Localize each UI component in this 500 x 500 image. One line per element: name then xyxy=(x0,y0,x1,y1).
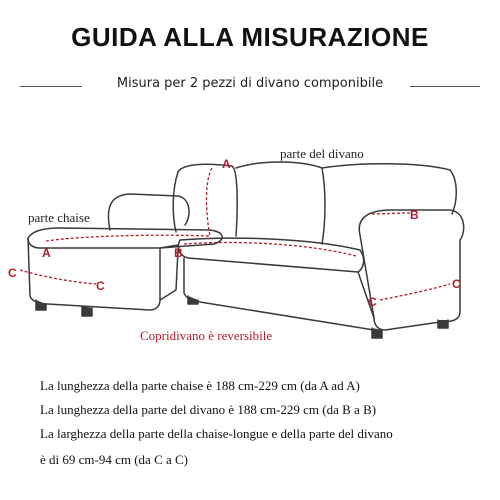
label-sofa-part: parte del divano xyxy=(280,146,364,161)
sofa-front xyxy=(184,258,374,330)
page-title: GUIDA ALLA MISURAZIONE xyxy=(71,22,429,52)
left-armrest xyxy=(108,194,189,230)
right-armrest xyxy=(359,210,463,330)
chaise-foot xyxy=(82,306,92,316)
measure-line-a-back xyxy=(206,168,212,236)
description-line: La larghezza della parte della chaise-longue e della parte del divano xyxy=(40,426,393,441)
measurement-lines xyxy=(20,168,450,300)
subtitle: Misura per 2 pezzi di divano componibile xyxy=(116,76,384,91)
marker-b-left: B xyxy=(174,246,183,260)
chaise-seat xyxy=(28,228,222,248)
measure-line-b xyxy=(184,213,410,256)
marker-c-chaise-left: C xyxy=(8,266,17,280)
marker-a-chaise: A xyxy=(42,246,51,260)
description-line: La lunghezza della parte chaise è 188 cm-229 cm (da A ad A) xyxy=(40,378,360,393)
marker-c-chaise-right: C xyxy=(96,279,105,293)
chaise-foot xyxy=(36,300,46,310)
marker-c-sofa-left: C xyxy=(368,295,377,309)
divider-right xyxy=(410,86,480,87)
sofa-foot xyxy=(188,296,198,304)
marker-b-right: B xyxy=(410,208,419,222)
back-cushion-right xyxy=(322,164,456,214)
sofa-measurement-diagram xyxy=(0,130,500,355)
label-reversible: Copridivano è reversibile xyxy=(140,328,273,343)
measurement-markers xyxy=(8,157,461,309)
label-chaise-part: parte chaise xyxy=(28,210,90,225)
marker-c-sofa-right: C xyxy=(452,277,461,291)
back-cushion-middle xyxy=(236,162,325,244)
marker-a-top: A xyxy=(222,157,231,171)
description-line: La lunghezza della parte del divano è 188 cm-229 cm (da B a B) xyxy=(40,402,377,417)
sofa-illustration xyxy=(28,162,464,338)
measure-line-c-chaise xyxy=(20,270,96,284)
description-line: è di 69 cm-94 cm (da C a C) xyxy=(40,452,189,467)
sofa-foot xyxy=(438,320,448,328)
measure-line-c-sofa xyxy=(380,284,450,300)
